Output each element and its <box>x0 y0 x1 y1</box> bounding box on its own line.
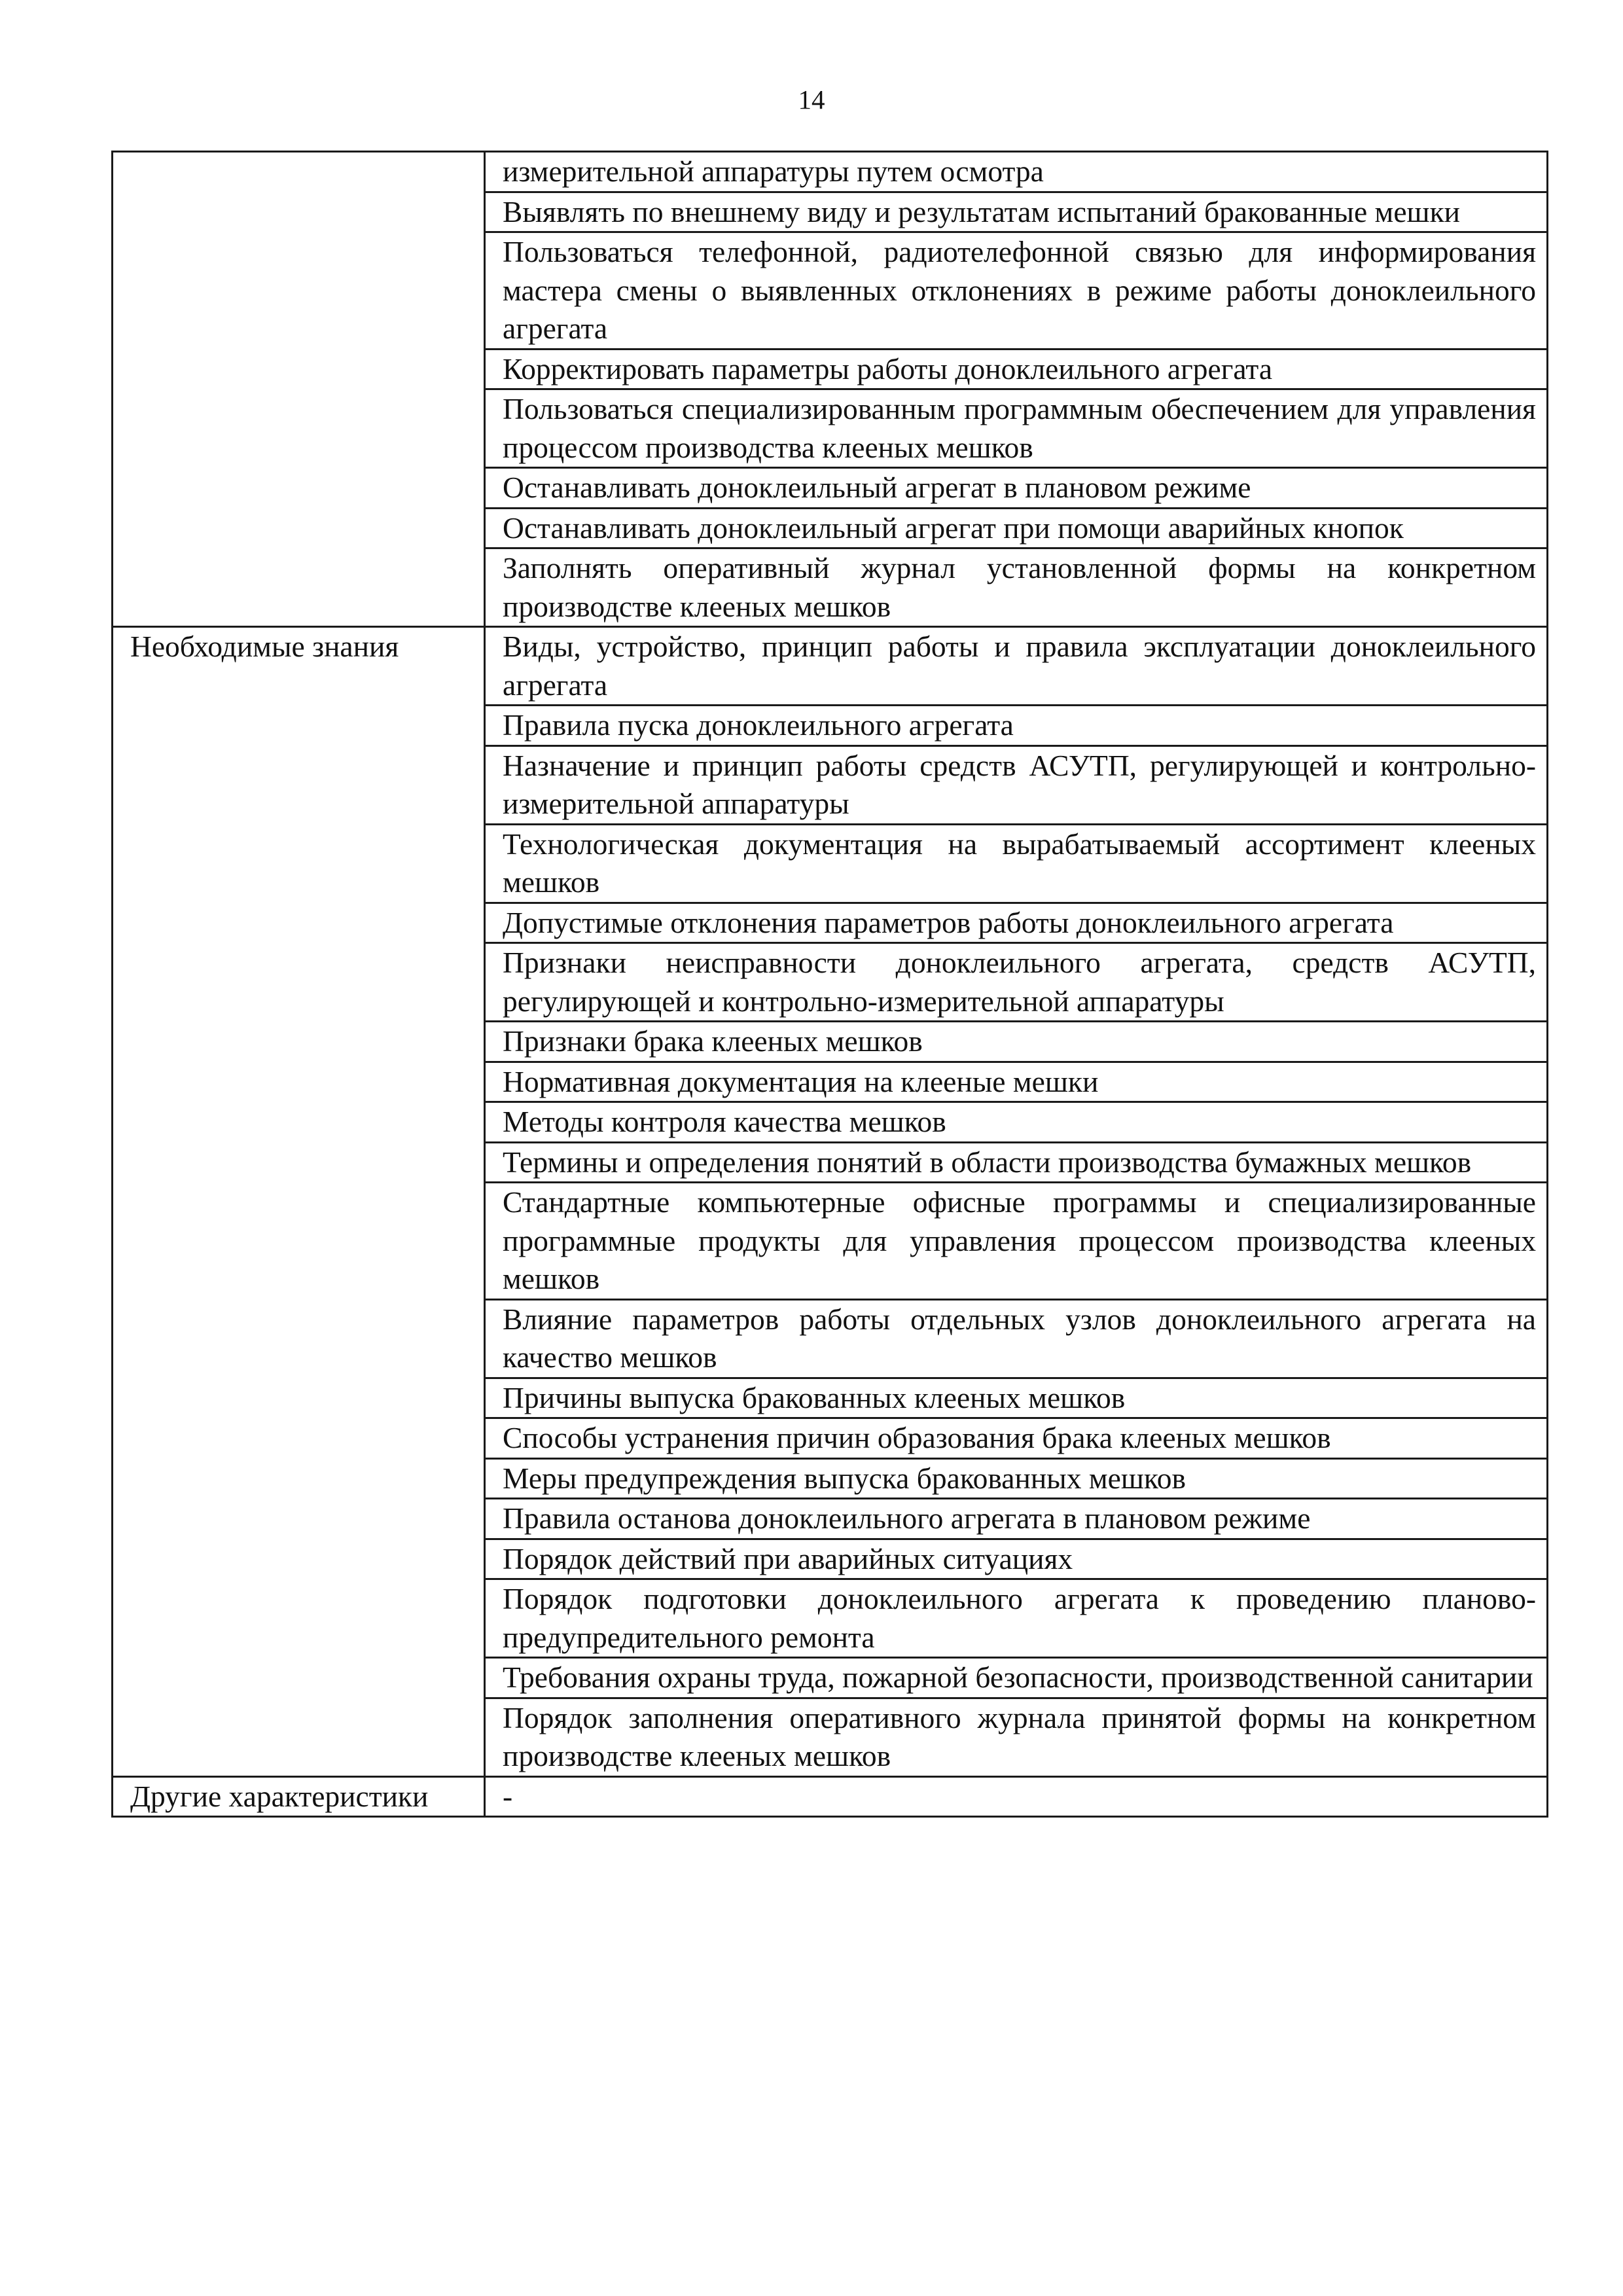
table-cell: измерительной аппаратуры путем осмотра <box>485 152 1548 192</box>
table-cell: Виды, устройство, принцип работы и правила эксплуатации доноклеильного агрегата <box>485 627 1548 706</box>
table-cell: Влияние параметров работы отдельных узлов доноклеильного агрегата на качество мешков <box>485 1299 1548 1378</box>
table-cell: Технологическая документация на вырабатываемый ассортимент клееных мешков <box>485 824 1548 903</box>
table-cell: Допустимые отклонения параметров работы доноклеильного агрегата <box>485 903 1548 943</box>
table-cell: Способы устранения причин образования брака клееных мешков <box>485 1418 1548 1459</box>
table-cell: Признаки брака клееных мешков <box>485 1022 1548 1062</box>
table-cell: Заполнять оперативный журнал установленной формы на конкретном производстве клееных мешков <box>485 548 1548 627</box>
other-label-cell: Другие характеристики <box>113 1776 485 1817</box>
other-value-cell: - <box>485 1776 1548 1817</box>
table-cell: Останавливать доноклеильный агрегат при помощи аварийных кнопок <box>485 508 1548 548</box>
knowledge-label-cell: Необходимые знания <box>113 627 485 1777</box>
qualification-table-body <box>113 152 1548 1817</box>
table-cell: Методы контроля качества мешков <box>485 1102 1548 1143</box>
table-cell: Термины и определения понятий в области производства бумажных мешков <box>485 1142 1548 1183</box>
skill-row <box>113 152 1548 192</box>
page-number: 14 <box>798 84 825 115</box>
table-cell: Признаки неисправности доноклеильного агрегата, средств АСУТП, регулирующей и контрольно-измерительной аппаратуры <box>485 943 1548 1022</box>
table-cell: Причины выпуска бракованных клееных мешков <box>485 1378 1548 1418</box>
table-cell: Корректировать параметры работы доноклеильного агрегата <box>485 349 1548 389</box>
table-cell: Порядок действий при аварийных ситуациях <box>485 1539 1548 1579</box>
table-cell: Назначение и принцип работы средств АСУТП, регулирующей и контрольно-измерительной аппаратуры <box>485 745 1548 824</box>
table-cell: Выявлять по внешнему виду и результатам испытаний бракованные мешки <box>485 192 1548 232</box>
skills-label-cell <box>113 152 485 627</box>
table-cell: Меры предупреждения выпуска бракованных мешков <box>485 1458 1548 1499</box>
table-cell: Пользоваться телефонной, радиотелефонной связью для информирования мастера смены о выявленных отклонениях в режиме работы доноклеильного агрегата <box>485 232 1548 350</box>
knowledge-row <box>113 627 1548 706</box>
table-cell: Порядок заполнения оперативного журнала принятой формы на конкретном производстве клееных мешков <box>485 1698 1548 1776</box>
table-cell: Правила пуска доноклеильного агрегата <box>485 706 1548 746</box>
table-cell: Стандартные компьютерные офисные программы и специализированные программные продукты для управления процессом производства клееных мешков <box>485 1183 1548 1300</box>
table-cell: Правила останова доноклеильного агрегата в плановом режиме <box>485 1499 1548 1539</box>
table-cell: Пользоваться специализированным программным обеспечением для управления процессом производства клееных мешков <box>485 389 1548 468</box>
table-cell: Нормативная документация на клееные мешки <box>485 1062 1548 1102</box>
qualification-table <box>111 151 1548 1818</box>
other-row <box>113 1776 1548 1817</box>
table-cell: Порядок подготовки доноклеильного агрегата к проведению планово-предупредительного ремонта <box>485 1579 1548 1658</box>
table-cell: Останавливать доноклеильный агрегат в плановом режиме <box>485 468 1548 509</box>
table-cell: Требования охраны труда, пожарной безопасности, производственной санитарии <box>485 1658 1548 1698</box>
